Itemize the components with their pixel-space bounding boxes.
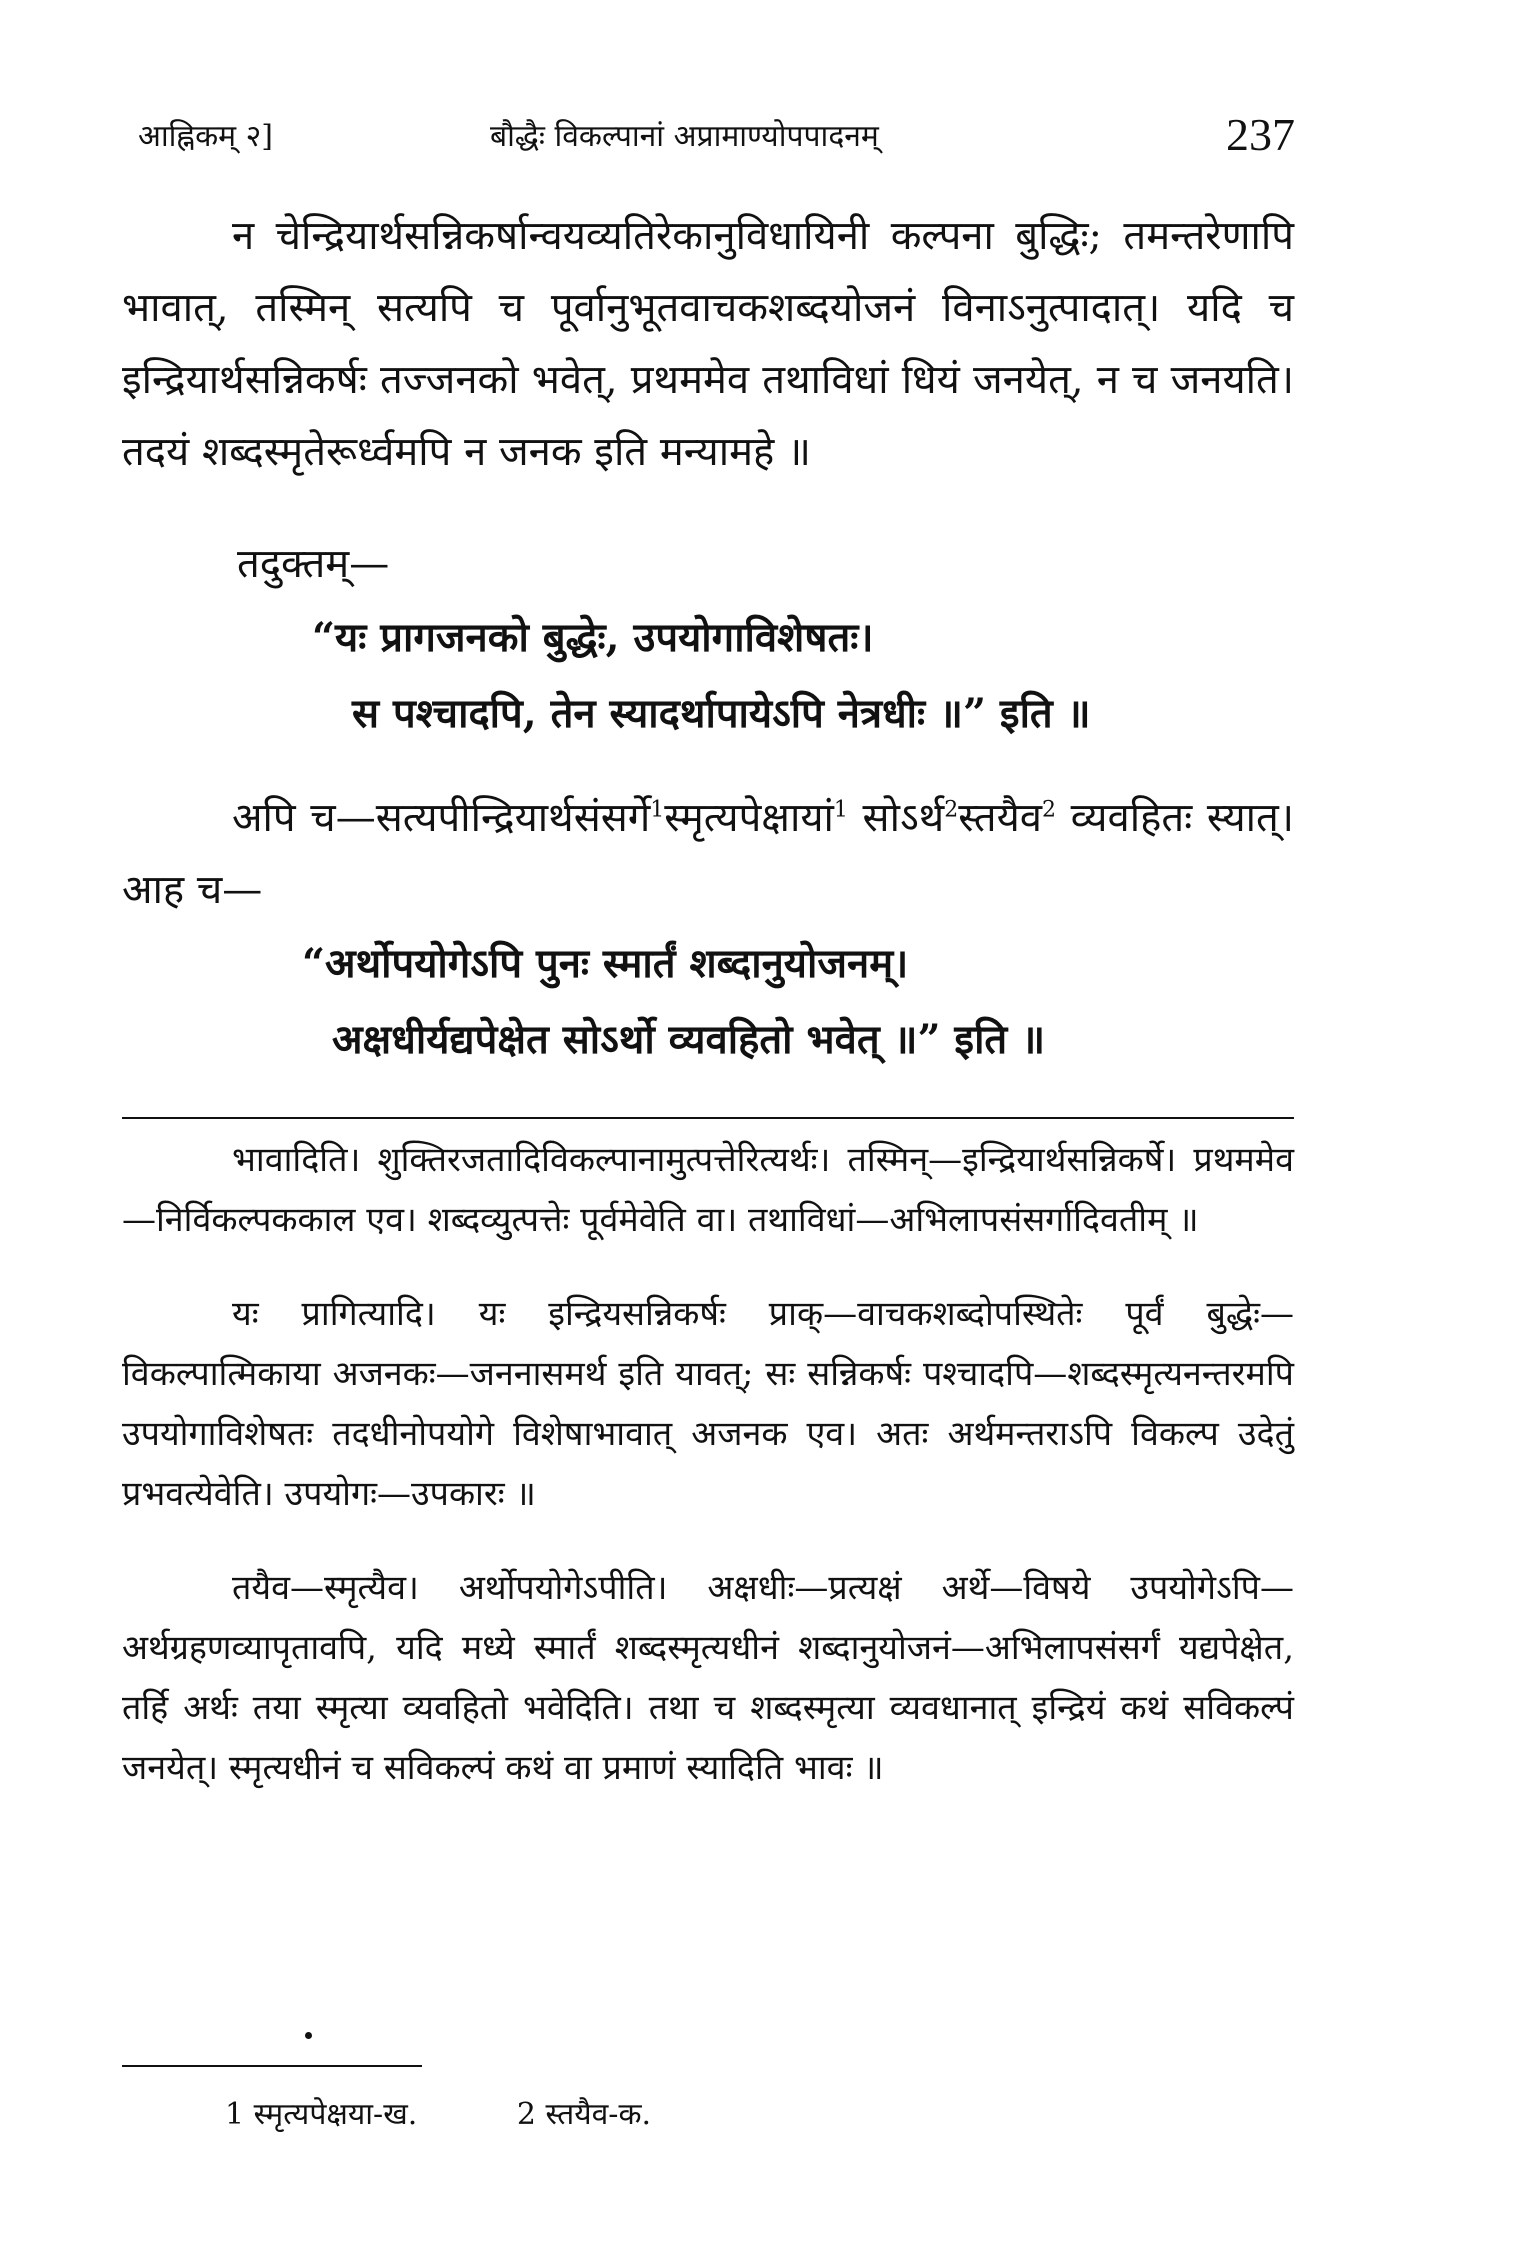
running-header — [120, 108, 1295, 168]
footnote-rule — [122, 2065, 422, 2067]
page-number: 237 — [1226, 109, 1295, 160]
main-paragraph-1: न चेन्द्रियार्थसन्निकर्षान्वयव्यतिरेकानुविधायिनी कल्पना बुद्धिः; तमन्तरेणापि भावात्, तस्मिन् सत्यपि च पूर्वानुभूतवाचकशब्दयोजनं विनाऽनुत्पादात्। यदि च इन्द्रियार्थसन्निकर्षः तज्जनको भवेत्, प्रथममेव तथाविधां धियं जनयेत्, न च जनयति। तदयं शब्दस्मृतेरूर्ध्वमपि न जनक इति मन्यामहे ॥ — [122, 213, 1294, 475]
running-title: बौद्धैः विकल्पानां अप्रामाण्योपपादनम् — [490, 119, 879, 154]
para2-part-c: सोऽर्थ — [847, 795, 945, 841]
verse-2-line-2: अक्षधीर्यद्यपेक्षेत सोऽर्थो व्यवहितो भवेत् ॥” इति ॥ — [332, 1016, 1046, 1063]
main-paragraph-2 — [122, 782, 1294, 926]
verse-1-line-1: “यः प्रागजनको बुद्धेः, उपयोगाविशेषतः। — [312, 614, 874, 661]
main-text — [122, 200, 1294, 1078]
para2-part-d: स्तयैव — [958, 795, 1043, 841]
footnote-2: 2 स्तयैव-क. — [516, 2097, 652, 2132]
footnote-1: 1 स्मृत्यपेक्षया-ख. — [225, 2097, 418, 2132]
commentary-paragraph-3: तयैव—स्मृत्यैव। अर्थोपयोगेऽपीति। अक्षधीः—प्रत्यक्षं अर्थे—विषये उपयोगेऽपि—अर्थग्रहणव्यापृतावपि, यदि मध्ये स्मार्तं शब्दस्मृत्यधीनं शब्दानुयोजनं—अभिलापसंसर्गं यद्यपेक्षेत, तर्हि अर्थः तया स्मृत्या व्यवहितो भवेदिति। तथा च शब्दस्मृत्या व्यवधानात् इन्द्रियं कथं सविकल्पं जनयेत्। स्मृत्यधीनं च सविकल्पं कथं वा प्रमाणं स्यादिति भावः ॥ — [122, 1568, 1294, 1788]
chapter-label: आह्निकम् २] — [138, 119, 273, 154]
quote-lead-1: तदुक्तम्— — [237, 541, 390, 587]
footnote-marker-1b: 1 — [833, 797, 848, 823]
para2-part-b: स्मृत्यपेक्षायां — [664, 795, 834, 841]
ink-dot — [305, 2032, 312, 2039]
footnote-marker-2b: 2 — [1042, 797, 1057, 823]
footnote-marker-1: 1 — [650, 797, 665, 823]
verse-2-line-1: “अर्थोपयोगेऽपि पुनः स्मार्तं शब्दानुयोजनम्। — [302, 940, 909, 987]
verse-1-line-2: स पश्चादपि, तेन स्यादर्थापायेऽपि नेत्रधीः ॥” इति ॥ — [352, 690, 1091, 737]
commentary-paragraph-1: भावादिति। शुक्तिरजतादिविकल्पानामुत्पत्तेरित्यर्थः। तस्मिन्—इन्द्रियार्थसन्निकर्षे। प्रथममेव—निर्विकल्पककाल एव। शब्दव्युत्पत्तेः पूर्वमेवेति वा। तथाविधां—अभिलापसंसर्गादिवतीम् ॥ — [122, 1140, 1294, 1240]
footnotes — [225, 2092, 741, 2133]
commentary-paragraph-2: यः प्रागित्यादि। यः इन्द्रियसन्निकर्षः प्राक्—वाचकशब्दोपस्थितेः पूर्वं बुद्धेः—विकल्पात्मिकाया अजनकः—जननासमर्थ इति यावत्; सः सन्निकर्षः पश्चादपि—शब्दस्मृत्यनन्तरमपि उपयोगाविशेषतः तदधीनोपयोगे विशेषाभावात् अजनक एव। अतः अर्थमन्तराऽपि विकल्प उदेतुं प्रभवत्येवेति। उपयोगः—उपकारः ॥ — [122, 1294, 1294, 1514]
footnote-marker-2: 2 — [944, 797, 959, 823]
para2-part-e: व्यवहितः स्यात्। आह च— — [122, 795, 1294, 913]
commentary — [122, 1130, 1294, 1832]
text-commentary-divider — [122, 1117, 1294, 1119]
para2-part-a: अपि च—सत्यपीन्द्रियार्थसंसर्गे — [232, 795, 651, 841]
